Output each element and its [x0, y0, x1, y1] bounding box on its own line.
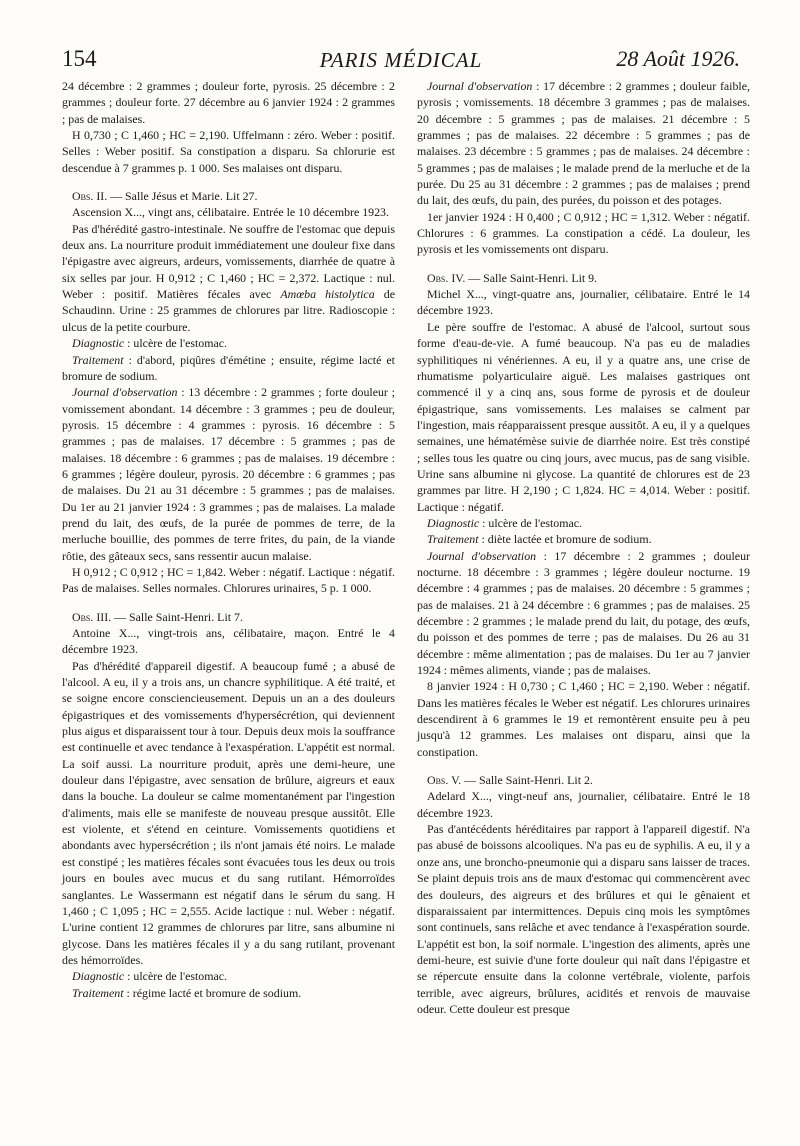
diagnostic-line — [62, 335, 395, 351]
text-run: : 17 décembre : 2 grammes ; douleur nocturne. 18 décembre : 3 grammes ; légère douleur nocturne. 19 décembre : 4 grammes ; pas de malaises. 20 décembre : 5 grammes ; pas de malaises. 21 à 24 décembre : 6 grammes ; pas de malaises. 25 décembre : 2 grammes ; le malade prend du lait, du potage, des œufs, du poisson et des pommes de terre ; pas de malaises. Du 26 au 31 décembre : même alimentation ; pas de malaises. Du 1er au 7 janvier 1924 : mêmes aliments, viande ; pas de malaises. — [417, 548, 750, 678]
treatment-label: Traitement — [72, 352, 124, 367]
right-column — [417, 78, 750, 1017]
treatment-line — [417, 531, 750, 547]
issue-date: 28 Août 1926. — [616, 46, 740, 71]
observation-label: Obs. IV. — [427, 270, 466, 285]
observation-label: Obs. V. — [427, 773, 462, 788]
observation-heading — [62, 609, 395, 625]
journal-title: PARIS MÉDICAL — [319, 48, 483, 72]
text-run: Pas d'hérédité gastro-intestinale. Ne souffre de l'estomac que depuis deux ans. La nourriture produit immédiatement une douleur fixe dans l'épigastre avec aigreurs, ardeurs, vomissements, diarrhée de quatre à six selles par jour. H 0,912 ; C 1,460 ; HC = 2,372. Lactique : nul. Weber : positif. Matières fécales avec — [62, 221, 395, 302]
observation-label: Obs. III. — [72, 609, 112, 624]
diagnostic-label: Diagnostic — [72, 969, 125, 984]
paragraph: H 0,730 ; C 1,460 ; HC = 2,190. Uffelmann : zéro. Weber : positif. Selles : Weber positif. Sa constipation a disparu. Sa chlorurie est descendue à 7 grammes p. 1 000. Ses malaises ont disparu. — [62, 128, 395, 175]
text-run: : d'abord, piqûres d'émétine ; ensuite, régime lacté et bromure de sodium. — [62, 352, 395, 383]
paragraph: Adelard X..., vingt-neuf ans, journalier, célibataire. Entré le 18 décembre 1923. — [417, 789, 750, 820]
paragraph: Antoine X..., vingt-trois ans, célibataire, maçon. Entré le 4 décembre 1923. — [62, 626, 395, 657]
treatment-line — [62, 985, 395, 1001]
treatment-label: Traitement — [427, 532, 479, 547]
text-run: : diète lactée et bromure de sodium. — [478, 532, 652, 547]
observation-heading — [417, 772, 750, 788]
text-run: : ulcère de l'estomac. — [479, 515, 583, 530]
left-column — [62, 78, 395, 1001]
page-number: 154 — [62, 46, 97, 71]
paragraph: Pas d'hérédité d'appareil digestif. A beaucoup fumé ; a abusé de l'alcool. A eu, il y a trois ans, un chancre syphilitique. A été traité, et se soigne encore consciencieusement. Depuis un an a des douleurs épigastriques et des vomissements d'hypersécrétion, qui deviennent plus aigus et disparaissent tour à tour. Depuis deux mois la souffrance est continuelle et avec tendance à l'exaspération. L'appétit est normal. La soif aussi. La nourriture produit, après une demi-heure, une douleur dans l'épigastre, avec sensation de brûlure, aigreurs et eaux dans la bouche. La douleur se calme momentanément par l'ingestion d'aliments, mais elle se manifeste de nouveau presque aussitôt. Elle est violente, et s'étend en ceinture. Vomissements quotidiens et abondants avec hypersécrétion ; ils n'ont jamais été noirs. Le malade est constipé ; les matières fécales sont évacuées tous les deux ou trois jours en boules avec mucus et du sang rutilant. Hémorroïdes sanglantes. Le Wassermann est négatif dans le sérum du sang. H 1,460 ; C 1,095 ; HC = 2,555. Acide lactique : nul. Weber : négatif. L'urine contient 12 grammes de chlorures par litre, sans albumine ni glycose. Dans les matières fécales il y a du sang rutilant, provenant des hémorroïdes. — [62, 658, 395, 967]
observation-heading — [62, 188, 395, 204]
observation-title: — Salle Saint-Henri. Lit 9. — [465, 270, 598, 285]
paragraph: 8 janvier 1924 : H 0,730 ; C 1,460 ; HC = 2,190. Weber : négatif. Dans les matières fécales le Weber est négatif. Les chlorures urinaires descendirent à 6 grammes le 19 et remontèrent ensuite peu à peu jusqu'à 12 grammes. Les malaises ont disparu, ainsi que la constipation. — [417, 679, 750, 759]
diagnostic-line — [417, 515, 750, 531]
observation-title: — Salle Saint-Henri. Lit 7. — [111, 609, 243, 624]
page-header — [62, 46, 740, 76]
observation-label: Obs. II. — [72, 189, 108, 204]
paragraph: 1er janvier 1924 : H 0,400 ; C 0,912 ; HC = 1,312. Weber : négatif. Chlorures : 6 grammes. La constipation a cédé. La douleur, les pyrosis et les vomissements ont disparu. — [417, 209, 750, 257]
text-run: : ulcère de l'estomac. — [124, 336, 228, 351]
journal-paragraph — [417, 548, 750, 679]
text-run: : ulcère de l'estomac. — [124, 969, 228, 984]
observation-title: — Salle Saint-Henri. Lit 2. — [461, 773, 593, 788]
observation-title: — Salle Jésus et Marie. Lit 27. — [107, 189, 258, 204]
treatment-line — [62, 352, 395, 385]
diagnostic-line — [62, 968, 395, 984]
paragraph: Pas d'antécédents héréditaires par rapport à l'appareil digestif. N'a pas abusé de boissons alcooliques. N'a pas eu de syphilis. A eu, il y a onze ans, une broncho-pneumonie qui a disparu sans laisser de traces. Se plaint depuis trois ans de maux d'estomac qui commencèrent avec des douleurs, des aigreurs et des brûlures et qui le gênaient et disparaissaient par intermittences. Depuis cinq mois les symptômes sont continuels, sans relâche et avec tendance à l'exaspération sourde. L'appétit est bon, la soif normale. L'ingestion des aliments, après une demi-heure, est suivie d'une forte douleur qui naît dans l'épigastre et se répercute ensuite dans la colonne vertébrale, violente, parfois terrible, avec aigreurs, brûlures, acidités et renvois de mauvaise odeur. Cette douleur est presque — [417, 822, 750, 1016]
paragraph: Ascension X..., vingt ans, célibataire. Entrée le 10 décembre 1923. — [72, 205, 389, 220]
journal-label: Journal d'observation — [427, 79, 533, 93]
paragraph: Michel X..., vingt-quatre ans, journalier, célibataire. Entré le 14 décembre 1923. — [417, 287, 750, 318]
diagnostic-label: Diagnostic — [72, 336, 125, 351]
paragraph: Le père souffre de l'estomac. A abusé de l'alcool, surtout sous forme d'eau-de-vie. A fumé beaucoup. N'a pas eu de maladies syphilitiques ni vénériennes. A eu, il y a quatre ans, une crise de rhumatisme polyarticulaire aiguë. Les malaises gastriques ont commencé il y a cinq ans, sous forme de pyrosis et de douleur épigastrique, sans vomissements. Les malaises se calment par l'ingestion, mais réapparaissent presque aussitôt. A eu, il y a quelques semaines, une hématémèse suivie de diarrhée noire. Est très constipé ; selles tous les quatre ou cinq jours, avec mucus, pas de sang visible. Urine sans albumine ni glycose. La quantité de chlorures est de 23 grammes par litre. H 2,190 ; C 1,824. HC = 4,014. Weber : positif. Lactique : négatif. — [417, 319, 750, 514]
journal-label: Journal d'observation — [427, 548, 537, 563]
journal-paragraph — [417, 78, 750, 209]
paragraph: 24 décembre : 2 grammes ; douleur forte, pyrosis. 25 décembre : 2 grammes ; douleur forte. 27 décembre au 6 janvier 1924 : 2 grammes ; pas de malaises. — [62, 79, 395, 126]
diagnostic-label: Diagnostic — [427, 515, 480, 530]
observation-heading — [417, 270, 750, 286]
text-run: de Schaudinn. Urine : 25 grammes de chlorures par litre. Radioscopie : ulcus de la petite courbure. — [62, 287, 395, 334]
text-run: : 13 décembre : 2 grammes ; forte douleur ; vomissement abondant. 14 décembre : 3 grammes ; peu de douleur, pyrosis. 15 décembre : 4 grammes : pyrosis. 16 décembre : 5 grammes ; pas de malaises. 17 décembre : 5 grammes ; pas de malaises. 18 décembre : 6 grammes ; pas de malaises. 19 décembre : 6 grammes ; légère douleur, pyrosis. 20 décembre : 6 grammes ; pas de malaises. Du 21 au 31 décembre : 5 grammes ; pas de malaises. Du 1er au 21 janvier 1924 : 3 grammes ; pas de malaises. La malade prend du lait, des œufs, de la purée de pommes de terre, de la merluche bouillie, des pommes de terre frites, du pain, de la viande rôtie, des gâteaux secs, sans ressentir aucun malaise. — [62, 385, 395, 563]
text-run: : 17 décembre : 2 grammes ; douleur faible, pyrosis ; vomissements. 18 décembre 3 grammes ; pas de malaises. 20 décembre : 5 grammes ; pas de malaises. 21 décembre : 5 grammes ; pas de malaises. 22 décembre : 5 grammes ; pas de malaises. 23 décembre : 5 grammes ; pas de malaises. 24 décembre : 5 grammes ; pas de malaises ; le malade prend de la merluche et de la purée. Du 25 au 31 décembre : 2 grammes ; pas de malaises ; prend du lait, des œufs, du pain, des purées, du poisson et des potages. — [417, 79, 750, 208]
italic-text: Amœba histolytica — [280, 287, 375, 302]
treatment-label: Traitement — [72, 985, 124, 1000]
paragraph — [62, 221, 395, 335]
journal-paragraph — [62, 384, 395, 564]
journal-label: Journal d'observation — [72, 385, 178, 400]
text-run: : régime lacté et bromure de sodium. — [123, 985, 302, 1000]
paragraph: H 0,912 ; C 0,912 ; HC = 1,842. Weber : négatif. Lactique : négatif. Pas de malaises. Selles normales. Chlorures urinaires, 5 p. 1 000. — [62, 564, 395, 596]
